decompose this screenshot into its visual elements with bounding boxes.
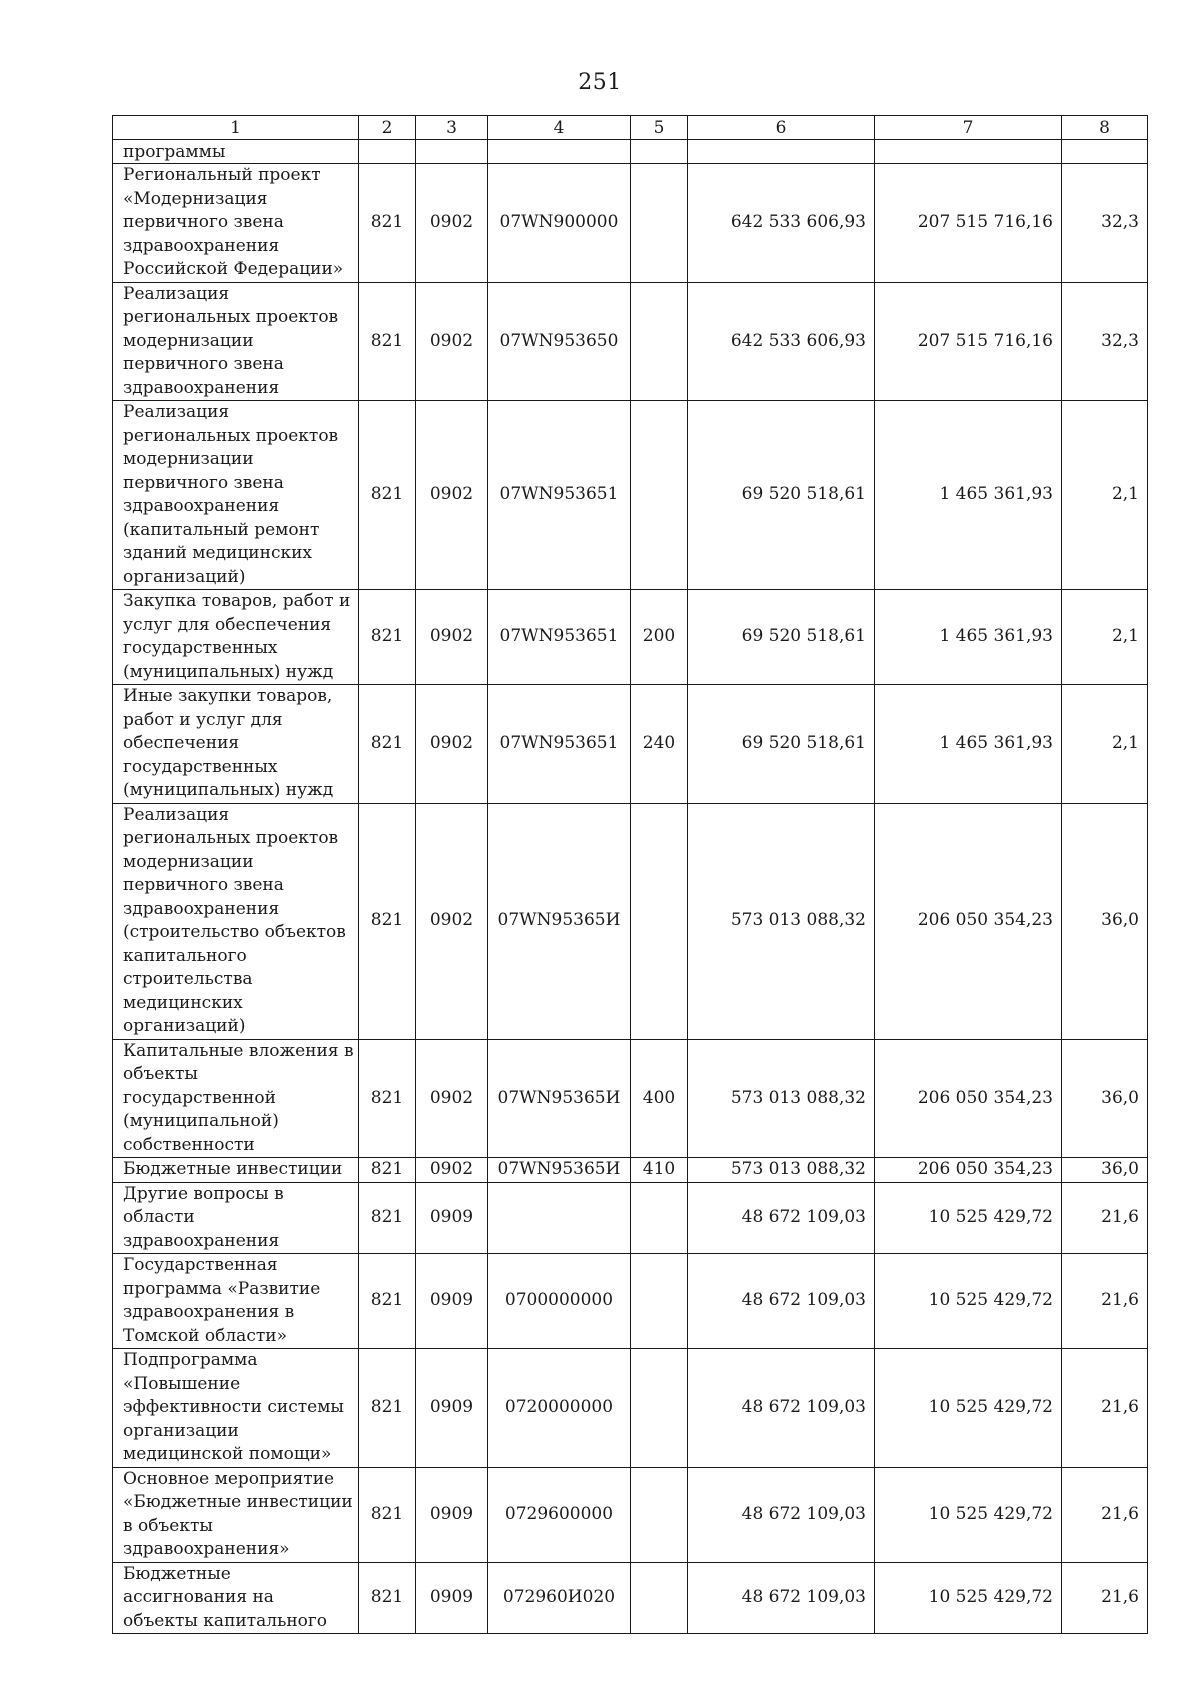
executed-amount-cell: 10 525 429,72 (875, 1467, 1062, 1562)
header-row (113, 116, 1148, 140)
table-row (113, 282, 1148, 401)
section-code-cell: 0902 (416, 590, 488, 685)
execution-percent-cell: 21,6 (1062, 1562, 1148, 1634)
section-code-cell: 0909 (416, 1254, 488, 1349)
target-article-cell: 07WN95365И (488, 803, 631, 1039)
planned-amount-cell: 69 520 518,61 (688, 590, 875, 685)
execution-percent-cell: 32,3 (1062, 164, 1148, 283)
execution-percent-cell: 21,6 (1062, 1467, 1148, 1562)
chapter-code-cell: 821 (359, 685, 416, 804)
table-cell (688, 140, 875, 164)
execution-percent-cell: 32,3 (1062, 282, 1148, 401)
chapter-code-cell: 821 (359, 401, 416, 590)
executed-amount-cell: 10 525 429,72 (875, 1349, 1062, 1468)
planned-amount-cell: 48 672 109,03 (688, 1254, 875, 1349)
target-article-cell: 0729600000 (488, 1467, 631, 1562)
chapter-code-cell: 821 (359, 1467, 416, 1562)
table-row (113, 590, 1148, 685)
table-row (113, 1254, 1148, 1349)
target-article-cell: 07WN953651 (488, 401, 631, 590)
executed-amount-cell: 206 050 354,23 (875, 1158, 1062, 1183)
target-article-cell: 07WN95365И (488, 1158, 631, 1183)
target-article-cell: 07WN953651 (488, 685, 631, 804)
chapter-code-cell: 821 (359, 1182, 416, 1254)
table-cell (631, 140, 688, 164)
column-header: 8 (1062, 116, 1148, 140)
column-header: 5 (631, 116, 688, 140)
planned-amount-cell: 48 672 109,03 (688, 1182, 875, 1254)
table-row (113, 1349, 1148, 1468)
execution-percent-cell: 2,1 (1062, 401, 1148, 590)
row-name-cell: Иные закупки товаров, работ и услуг для обеспечения государственных (муниципальных) нужд (113, 685, 359, 804)
row-name-cell: Закупка товаров, работ и услуг для обеспечения государственных (муниципальных) нужд (113, 590, 359, 685)
expense-type-cell (631, 401, 688, 590)
expense-type-cell (631, 803, 688, 1039)
execution-percent-cell: 2,1 (1062, 590, 1148, 685)
column-header: 4 (488, 116, 631, 140)
executed-amount-cell: 10 525 429,72 (875, 1562, 1062, 1634)
table-body (113, 116, 1148, 1634)
expense-type-cell: 410 (631, 1158, 688, 1183)
expense-type-cell: 240 (631, 685, 688, 804)
executed-amount-cell: 1 465 361,93 (875, 590, 1062, 685)
planned-amount-cell: 573 013 088,32 (688, 1039, 875, 1158)
chapter-code-cell: 821 (359, 1039, 416, 1158)
row-name-cell: Бюджетные ассигнования на объекты капитального (113, 1562, 359, 1634)
target-article-cell (488, 1182, 631, 1254)
section-code-cell: 0902 (416, 164, 488, 283)
planned-amount-cell: 48 672 109,03 (688, 1562, 875, 1634)
planned-amount-cell: 69 520 518,61 (688, 401, 875, 590)
expense-type-cell (631, 1562, 688, 1634)
column-header: 1 (113, 116, 359, 140)
table-cell (875, 140, 1062, 164)
section-code-cell: 0902 (416, 282, 488, 401)
execution-percent-cell: 36,0 (1062, 803, 1148, 1039)
table-row (113, 164, 1148, 283)
table-row (113, 1158, 1148, 1183)
planned-amount-cell: 642 533 606,93 (688, 282, 875, 401)
row-name-cell: Подпрограмма «Повышение эффективности системы организации медицинской помощи» (113, 1349, 359, 1468)
execution-percent-cell: 2,1 (1062, 685, 1148, 804)
chapter-code-cell: 821 (359, 803, 416, 1039)
table-cell (359, 140, 416, 164)
row-name-cell: Региональный проект «Модернизация первичного звена здравоохранения Российской Федерации» (113, 164, 359, 283)
chapter-code-cell: 821 (359, 282, 416, 401)
row-name-cell: Другие вопросы в области здравоохранения (113, 1182, 359, 1254)
execution-percent-cell: 21,6 (1062, 1182, 1148, 1254)
planned-amount-cell: 48 672 109,03 (688, 1349, 875, 1468)
page-number: 251 (578, 70, 622, 95)
executed-amount-cell: 1 465 361,93 (875, 685, 1062, 804)
section-code-cell: 0902 (416, 685, 488, 804)
expense-type-cell (631, 282, 688, 401)
section-code-cell: 0909 (416, 1349, 488, 1468)
execution-percent-cell: 21,6 (1062, 1349, 1148, 1468)
column-header: 6 (688, 116, 875, 140)
table-cell (416, 140, 488, 164)
row-name-cell: Реализация региональных проектов модернизации первичного звена здравоохранения (строительство объектов капитального строительства медицинских организаций) (113, 803, 359, 1039)
planned-amount-cell: 48 672 109,03 (688, 1467, 875, 1562)
table-cell (488, 140, 631, 164)
continuation-text: программы (113, 140, 359, 164)
continuation-row (113, 140, 1148, 164)
execution-percent-cell: 36,0 (1062, 1158, 1148, 1183)
table-cell (1062, 140, 1148, 164)
planned-amount-cell: 573 013 088,32 (688, 803, 875, 1039)
planned-amount-cell: 573 013 088,32 (688, 1158, 875, 1183)
target-article-cell: 07WN95365И (488, 1039, 631, 1158)
executed-amount-cell: 206 050 354,23 (875, 803, 1062, 1039)
section-code-cell: 0902 (416, 803, 488, 1039)
row-name-cell: Капитальные вложения в объекты государственной (муниципальной) собственности (113, 1039, 359, 1158)
expense-type-cell (631, 1467, 688, 1562)
row-name-cell: Бюджетные инвестиции (113, 1158, 359, 1183)
section-code-cell: 0909 (416, 1467, 488, 1562)
target-article-cell: 07WN953651 (488, 590, 631, 685)
table-row (113, 685, 1148, 804)
section-code-cell: 0902 (416, 1039, 488, 1158)
chapter-code-cell: 821 (359, 590, 416, 685)
chapter-code-cell: 821 (359, 1562, 416, 1634)
planned-amount-cell: 69 520 518,61 (688, 685, 875, 804)
target-article-cell: 0700000000 (488, 1254, 631, 1349)
column-header: 7 (875, 116, 1062, 140)
table-row (113, 1039, 1148, 1158)
target-article-cell: 07WN953650 (488, 282, 631, 401)
table-row (113, 401, 1148, 590)
executed-amount-cell: 10 525 429,72 (875, 1254, 1062, 1349)
planned-amount-cell: 642 533 606,93 (688, 164, 875, 283)
chapter-code-cell: 821 (359, 164, 416, 283)
section-code-cell: 0902 (416, 401, 488, 590)
expense-type-cell (631, 1182, 688, 1254)
expense-type-cell: 400 (631, 1039, 688, 1158)
column-header: 3 (416, 116, 488, 140)
section-code-cell: 0909 (416, 1182, 488, 1254)
expense-type-cell: 200 (631, 590, 688, 685)
table-row (113, 1562, 1148, 1634)
table-row (113, 803, 1148, 1039)
executed-amount-cell: 207 515 716,16 (875, 282, 1062, 401)
expense-type-cell (631, 1349, 688, 1468)
chapter-code-cell: 821 (359, 1349, 416, 1468)
expense-type-cell (631, 164, 688, 283)
table-row (113, 1467, 1148, 1562)
table-row (113, 1182, 1148, 1254)
row-name-cell: Реализация региональных проектов модернизации первичного звена здравоохранения (капитальный ремонт зданий медицинских организаций) (113, 401, 359, 590)
chapter-code-cell: 821 (359, 1158, 416, 1183)
section-code-cell: 0909 (416, 1562, 488, 1634)
execution-percent-cell: 21,6 (1062, 1254, 1148, 1349)
row-name-cell: Основное мероприятие «Бюджетные инвестиции в объекты здравоохранения» (113, 1467, 359, 1562)
section-code-cell: 0902 (416, 1158, 488, 1183)
expense-type-cell (631, 1254, 688, 1349)
executed-amount-cell: 1 465 361,93 (875, 401, 1062, 590)
executed-amount-cell: 10 525 429,72 (875, 1182, 1062, 1254)
budget-table (112, 115, 1148, 1634)
row-name-cell: Государственная программа «Развитие здравоохранения в Томской области» (113, 1254, 359, 1349)
column-header: 2 (359, 116, 416, 140)
chapter-code-cell: 821 (359, 1254, 416, 1349)
executed-amount-cell: 206 050 354,23 (875, 1039, 1062, 1158)
executed-amount-cell: 207 515 716,16 (875, 164, 1062, 283)
row-name-cell: Реализация региональных проектов модернизации первичного звена здравоохранения (113, 282, 359, 401)
target-article-cell: 072960И020 (488, 1562, 631, 1634)
target-article-cell: 0720000000 (488, 1349, 631, 1468)
target-article-cell: 07WN900000 (488, 164, 631, 283)
execution-percent-cell: 36,0 (1062, 1039, 1148, 1158)
